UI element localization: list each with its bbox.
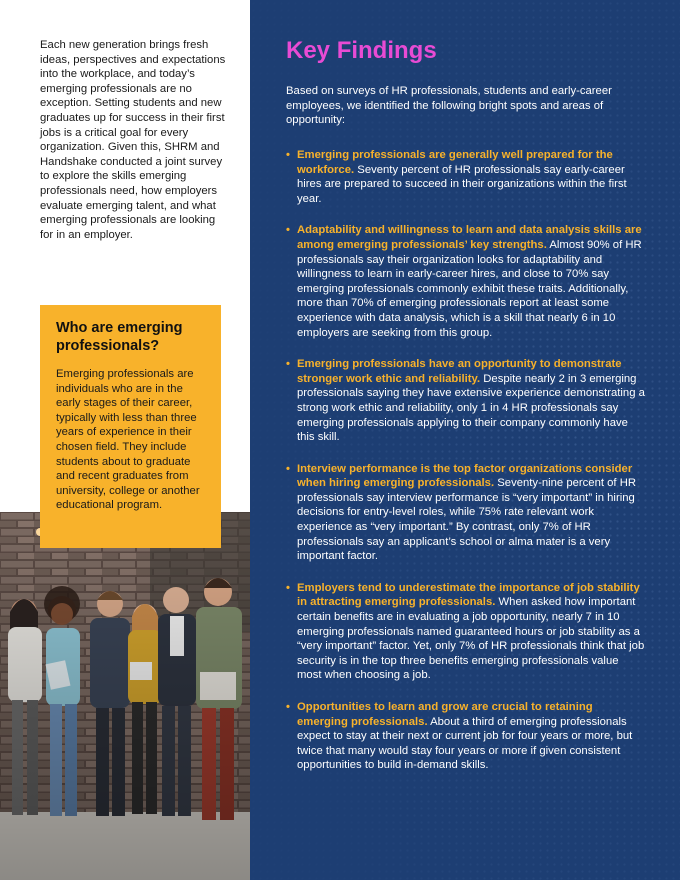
bullet-icon: • (286, 149, 290, 161)
bullet-icon: • (286, 358, 290, 371)
findings-lead: Based on surveys of HR professionals, students and early-career employees, we identified the following bright spots and areas of opportunity: (286, 85, 612, 127)
finding-body: Seventy percent of HR professionals say early-career hires are prepared to succeed in their organizations within the first year. (297, 163, 627, 205)
finding-heading: Opportunities to learn and grow are crucial to retaining emerging professionals. (297, 701, 593, 728)
left-column (0, 0, 250, 880)
team-photo (0, 512, 250, 880)
callout-body: Emerging professionals are individuals who are in the early stages of their career, typically with less than three years of experience in their chosen field. They include students about to graduate and recent graduates from university, college or another educational program. (56, 368, 200, 512)
finding-body: Almost 90% of HR professionals say their organization looks for adaptability and willingness to learn in early-career hires, and close to 70% say emerging professionals commonly exhibit these traits. Additionally, more than 70% of emerging professionals report at least some experience with data analysis, which is a skill that nearly 6 in 10 employers are seeking from this group. (297, 238, 642, 339)
finding-body: Despite nearly 2 in 3 emerging professionals saying they have extensive experience demonstrating a strong work ethic and reliability, only 1 in 4 HR professionals say emerging professionals applying to their company commonly have this skill. (297, 372, 645, 444)
finding-item (286, 223, 646, 340)
definition-callout (40, 305, 221, 548)
page-title: Key Findings (286, 37, 437, 64)
finding-item (286, 357, 646, 445)
callout-title: Who are emerging professionals? (56, 320, 183, 354)
intro-paragraph: Each new generation brings fresh ideas, perspectives and expectations into the workplace, and today’s emerging professionals are no exception. Setting students and new graduates up for success in their first jobs is a critical goal for every organization. Given this, SHRM and Handshake conducted a joint survey to explore the skills emerging professionals need, how employers evaluate emerging talent, and what emerging professionals are looking for in an employer. (40, 39, 226, 241)
finding-item (286, 148, 646, 206)
finding-item (286, 581, 646, 683)
finding-item (286, 700, 646, 773)
finding-heading: Interview performance is the top factor organizations consider when hiring emerging professionals. (297, 462, 633, 490)
finding-heading: Employers tend to underestimate the importance of job stability in attracting emerging professionals. (297, 581, 640, 609)
finding-item (286, 462, 646, 564)
bullet-icon: • (286, 701, 290, 713)
key-findings-panel (250, 0, 680, 880)
finding-body: When asked how important certain benefits are in evaluating a job opportunity, nearly 7 in 10 emerging professionals named guaranteed hours or job stability as a “very important” factor. Yet, only 7% of HR professionals think that job security is in the top three benefits emerging professionals value most when choosing a job. (297, 596, 645, 682)
bullet-icon: • (286, 581, 290, 594)
finding-heading: Adaptability and willingness to learn and data analysis skills are among emerging professionals’ key strengths. (297, 224, 642, 251)
finding-heading: Emerging professionals are generally well prepared for the workforce. (297, 149, 613, 176)
finding-heading: Emerging professionals have an opportunity to demonstrate stronger work ethic and reliability. (297, 358, 622, 385)
bullet-icon: • (286, 224, 290, 237)
findings-list (286, 148, 646, 790)
bullet-icon: • (286, 462, 290, 475)
finding-body: About a third of emerging professionals expect to stay at their next or current job for four years or more, but twice that many would stay four years or more if given consistent opportunities to build in-demand skills. (297, 715, 633, 772)
finding-body: Seventy-nine percent of HR professionals say interview performance is “very important” in hiring decisions for entry-level roles, while 75% rate relevant work experience as “very important.” By contrast, only 7% of HR professionals say an applicant’s school or alma mater is a very important factor. (297, 477, 637, 563)
